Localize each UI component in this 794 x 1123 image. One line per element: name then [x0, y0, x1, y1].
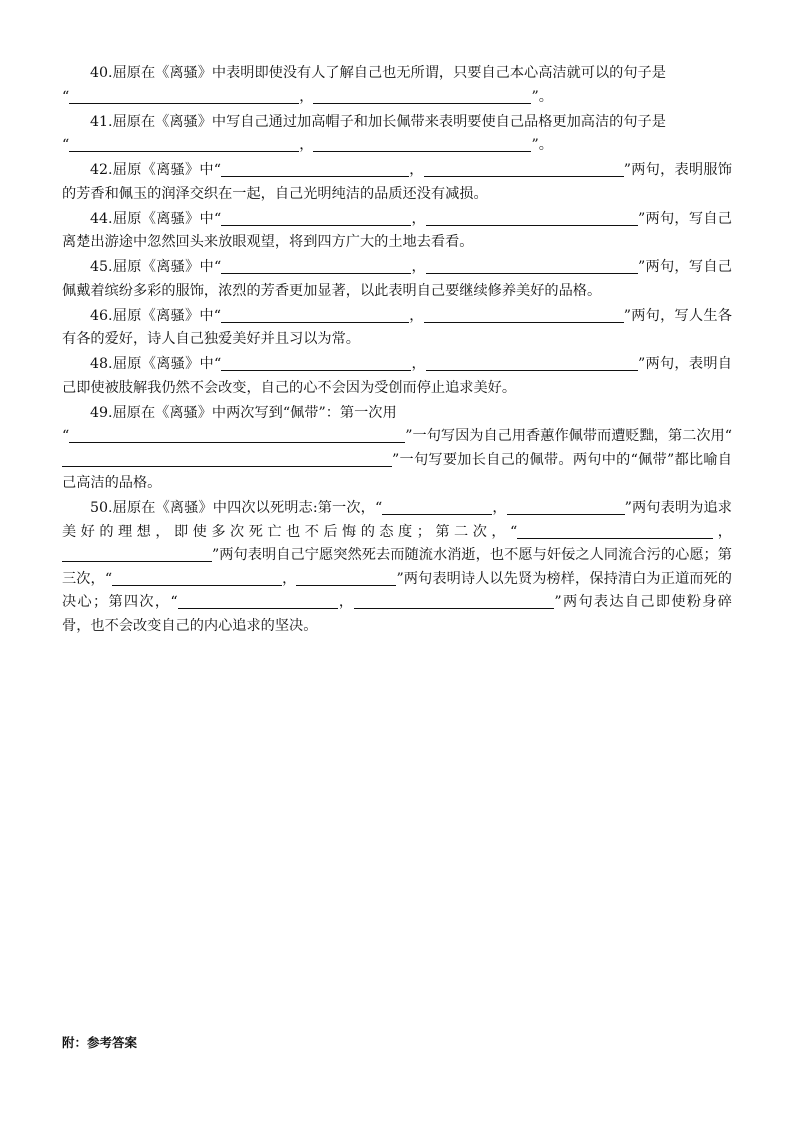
question-49-text: 49.屈原在《离骚》中两次写到“佩带”：第一次用: [90, 404, 397, 421]
question-46-desc: ”两句，写人生各有各的爱好，诗人自己独爱美好并且习以为常。: [62, 307, 732, 347]
question-40: [62, 62, 732, 109]
blank-44-2[interactable]: [426, 211, 638, 226]
question-50-text: 50.屈原在《离骚》中四次以死明志:第一次，“: [90, 500, 383, 516]
comma-sep: ，: [337, 594, 355, 610]
blank-46-2[interactable]: [424, 308, 624, 323]
question-50-desc-3: ”两句表明诗人以先贤为榜样，保持清白为正道而死的决心；第四次，“: [62, 570, 732, 610]
question-44-text: 44.屈原《离骚》中“: [90, 210, 222, 227]
blank-50-2[interactable]: [507, 500, 625, 515]
question-46: [62, 305, 732, 352]
blank-41-1[interactable]: [69, 137, 299, 152]
question-46-text: 46.屈原《离骚》中“: [90, 307, 222, 324]
comma-sep: ，: [409, 307, 424, 324]
question-45-desc: ”两句，写自己佩戴着缤纷多彩的服饰，浓烈的芳香更加显著，以此表明自己要继续修养美好的品格。: [62, 259, 732, 299]
question-50-desc-4: ”两句表达自己即使粉身碎骨，也不会改变自己的内心追求的坚决。: [62, 594, 732, 634]
question-42-text: 42.屈原《离骚》中“: [90, 162, 222, 178]
question-49-desc-1: ”一句写因为自己用香蕙作佩带而遭贬黜，第二次用“: [405, 428, 732, 444]
quote-open: “: [62, 88, 70, 105]
question-45-text: 45.屈原《离骚》中“: [90, 259, 222, 275]
question-48: [62, 353, 732, 400]
blank-50-4[interactable]: [62, 547, 212, 562]
comma-sep: ，: [282, 570, 297, 587]
blank-50-3[interactable]: [517, 524, 713, 539]
blank-49-1[interactable]: [69, 428, 405, 443]
quote-open: “: [62, 428, 70, 444]
blank-50-8[interactable]: [354, 594, 554, 609]
question-48-desc: ”两句，表明自己即使被肢解我仍然不会改变，自己的心不会因为受创而停止追求美好。: [62, 356, 732, 396]
question-49: [62, 402, 732, 496]
question-44-desc: ”两句，写自己离楚出游途中忽然回头来放眼观望，将到四方广大的土地去看看。: [62, 210, 732, 250]
quote-close: ”。: [531, 88, 553, 105]
question-50-desc-2: ”两句表明自己宁愿突然死去而随流水消逝，也不愿与奸佞之人同流合污的心愿；第三次，“: [62, 547, 732, 587]
question-42-desc: ”两句，表明服饰的芳香和佩玉的润泽交织在一起，自己光明纯洁的品质还没有减损。: [62, 162, 732, 202]
blank-45-2[interactable]: [426, 259, 638, 274]
blank-50-1[interactable]: [382, 500, 492, 515]
comma-sep: ，: [409, 162, 424, 178]
blank-45-1[interactable]: [221, 259, 411, 274]
question-41: [62, 111, 732, 158]
comma-sep: ，: [411, 356, 426, 372]
blank-40-1[interactable]: [69, 89, 299, 104]
comma-sep: ，: [411, 210, 426, 227]
question-48-text: 48.屈原《离骚》中“: [90, 356, 222, 372]
worksheet: [62, 62, 732, 640]
comma-sep: ，: [299, 137, 314, 153]
blank-40-2[interactable]: [313, 89, 531, 104]
quote-open: “: [62, 137, 70, 153]
question-50-desc-1: ”两句表明为追求美好的理想，即使多次死亡也不后悔的态度；第二次，“: [62, 500, 732, 540]
question-49-desc-2: ”一句写要加长自己的佩带。两句中的“佩带”都比喻自己高洁的品格。: [62, 451, 732, 491]
blank-48-2[interactable]: [426, 356, 638, 371]
blank-46-1[interactable]: [221, 308, 409, 323]
blank-50-6[interactable]: [296, 571, 396, 586]
question-45: [62, 256, 732, 303]
question-50: [62, 497, 732, 638]
blank-44-1[interactable]: [221, 211, 411, 226]
comma-sep: ，: [492, 500, 507, 516]
blank-49-2[interactable]: [62, 452, 392, 467]
quote-close: ”。: [531, 137, 553, 153]
question-40-text: 40.屈原在《离骚》中表明即使没有人了解自己也无所谓，只要自己本心高洁就可以的句子是: [90, 65, 666, 81]
question-41-text: 41.屈原在《离骚》中写自己通过加高帽子和加长佩带来表明要使自己品格更加高洁的句子是: [90, 113, 666, 130]
comma-sep: ，: [411, 259, 426, 275]
comma-sep: ，: [713, 523, 732, 540]
blank-41-2[interactable]: [313, 137, 531, 152]
question-44: [62, 208, 732, 255]
blank-50-5[interactable]: [112, 571, 282, 586]
blank-50-7[interactable]: [178, 594, 338, 609]
answer-key-label: 附：参考答案: [62, 1035, 138, 1050]
comma-sep: ，: [299, 88, 314, 105]
blank-48-1[interactable]: [221, 356, 411, 371]
question-42: [62, 159, 732, 206]
blank-42-1[interactable]: [221, 162, 409, 177]
blank-42-2[interactable]: [424, 162, 624, 177]
